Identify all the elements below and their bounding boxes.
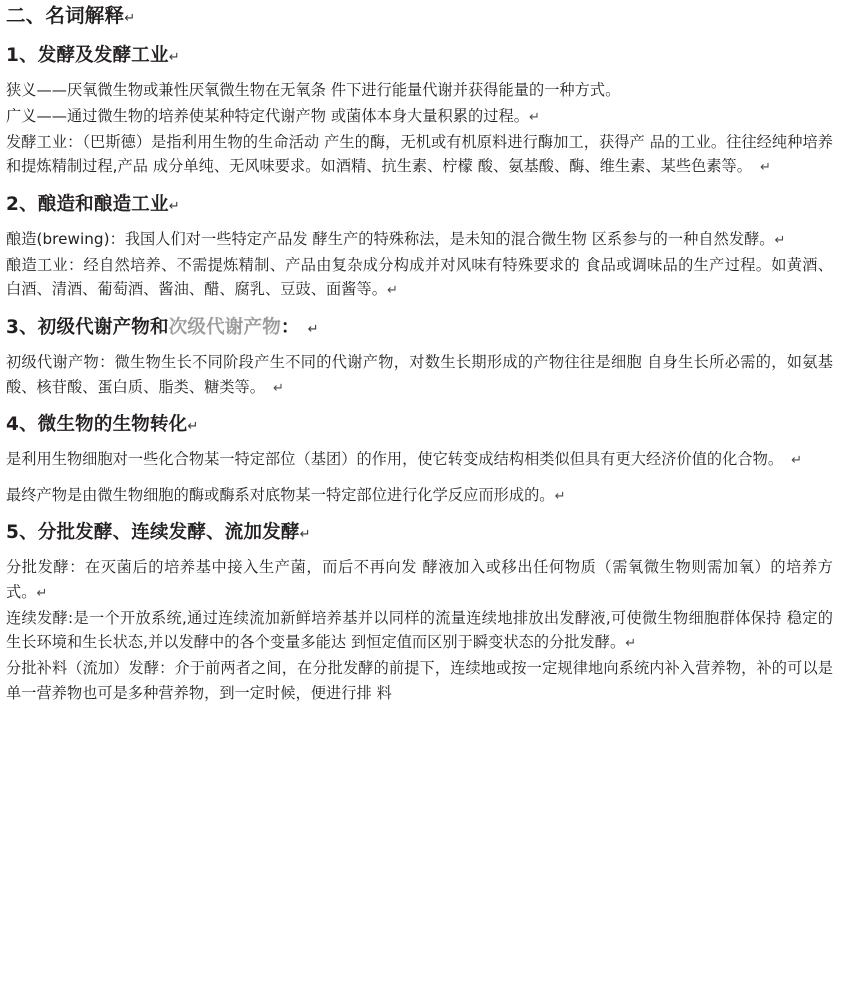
- section-heading-2-text: 2、酿造和酿造工业: [6, 193, 169, 215]
- section-heading-2: [6, 193, 833, 217]
- pilcrow-icon: ↵: [124, 11, 136, 26]
- section-heading-5-text: 5、分批发酵、连续发酵、流加发酵: [6, 522, 300, 544]
- paragraph-text: 发酵工业：（巴斯德）是指利用生物的生命活动 产生的酶，无机或有机原料进行酶加工，获得产 品的工业。往往经纯种培养和提炼精制过程,产品 成分单纯、无风味要求。如酒精、抗生素、柠檬 酸、氨基酸、酶、维生素、某些色素等。: [6, 132, 833, 176]
- paragraph-text: 分批补料（流加）发酵：介于前两者之间，在分批发酵的前提下，连续地或按一定规律地向系统内补入营养物，补的可以是单一营养物也可是多种营养物，到一定时候，便进行排 料: [6, 658, 833, 702]
- pilcrow-icon: ↵: [168, 50, 180, 66]
- section-heading-3-text-part-2: 次级代谢产物: [168, 316, 281, 338]
- paragraph: [6, 130, 833, 179]
- section-heading-3-text-part-1: 3、初级代谢产物和: [6, 316, 169, 338]
- page-title-text: 二、名词解释: [6, 4, 125, 27]
- pilcrow-icon: ↵: [554, 488, 566, 504]
- paragraph-text: 初级代谢产物：微生物生长不同阶段产生不同的代谢产物，对数生长期形成的产物往往是细胞 自身生长所必需的，如氨基酸、核苷酸、蛋白质、脂类、糖类等。: [6, 352, 833, 396]
- paragraph: [6, 104, 833, 129]
- paragraph-text: 分批发酵：在灭菌后的培养基中接入生产菌，而后不再向发 酵液加入或移出任何物质（需氧微生物则需加氧）的培养方式。: [6, 558, 833, 602]
- pilcrow-icon: ↵: [273, 380, 284, 396]
- pilcrow-icon: ↵: [168, 198, 180, 214]
- paragraph: [6, 78, 833, 103]
- paragraph: [6, 350, 833, 399]
- section-heading-5: [6, 521, 833, 545]
- paragraph: [6, 555, 833, 604]
- paragraph: [6, 483, 833, 508]
- pilcrow-icon: ↵: [299, 527, 311, 543]
- paragraph-text: 酿造工业：经自然培养、不需提炼精制、产品由复杂成分构成并对风味有特殊要求的 食品或调味品的生产过程。如黄酒、白酒、清酒、葡萄酒、酱油、醋、腐乳、豆豉、面酱等。: [6, 255, 833, 299]
- pilcrow-icon: ↵: [760, 160, 771, 176]
- pilcrow-icon: ↵: [625, 636, 637, 652]
- paragraph-text: 是利用生物细胞对一些化合物某一特定部位（基团）的作用，使它转变成结构相类似但具有更大经济价值的化合物。: [6, 450, 784, 469]
- pilcrow-icon: ↵: [36, 586, 48, 602]
- paragraph: [6, 447, 833, 472]
- paragraph-text: 连续发酵:是一个开放系统,通过连续流加新鲜培养基并以同样的流量连续地排放出发酵液,可使微生物细胞群体保持 稳定的生长环境和生长状态,并以发酵中的各个变量多能达 到恒定值而区别于瞬变状态的分批发酵。: [6, 608, 833, 652]
- page-title: [6, 4, 833, 28]
- paragraph-text: 酿造(brewing)：我国人们对一些特定产品发 酵生产的特殊称法，是未知的混合微生物 区系参与的一种自然发酵。: [6, 229, 775, 248]
- section-heading-1-text: 1、发酵及发酵工业: [6, 45, 169, 67]
- paragraph: [6, 656, 833, 705]
- section-heading-3: [6, 316, 833, 340]
- paragraph-text: 广义——通过微生物的培养使某种特定代谢产物 或菌体本身大量积累的过程。: [6, 107, 529, 126]
- pilcrow-icon: ↵: [386, 283, 398, 299]
- pilcrow-icon: ↵: [791, 453, 803, 469]
- pilcrow-icon: ↵: [528, 110, 540, 126]
- paragraph: [6, 253, 833, 302]
- section-heading-1: [6, 44, 833, 68]
- section-heading-4: [6, 413, 833, 437]
- paragraph: [6, 227, 833, 252]
- paragraph-text: 最终产物是由微生物细胞的酶或酶系对底物某一特定部位进行化学反应而形成的。: [6, 485, 555, 504]
- pilcrow-icon: ↵: [187, 419, 199, 435]
- pilcrow-icon: ↵: [307, 321, 319, 337]
- section-heading-4-text: 4、微生物的生物转化: [6, 414, 188, 436]
- section-heading-3-text-part-3: ：: [280, 316, 300, 338]
- paragraph-text: 狭义——厌氧微生物或兼性厌氧微生物在无氧条 件下进行能量代谢并获得能量的一种方式。: [6, 81, 621, 100]
- paragraph: [6, 606, 833, 655]
- pilcrow-icon: ↵: [774, 232, 786, 248]
